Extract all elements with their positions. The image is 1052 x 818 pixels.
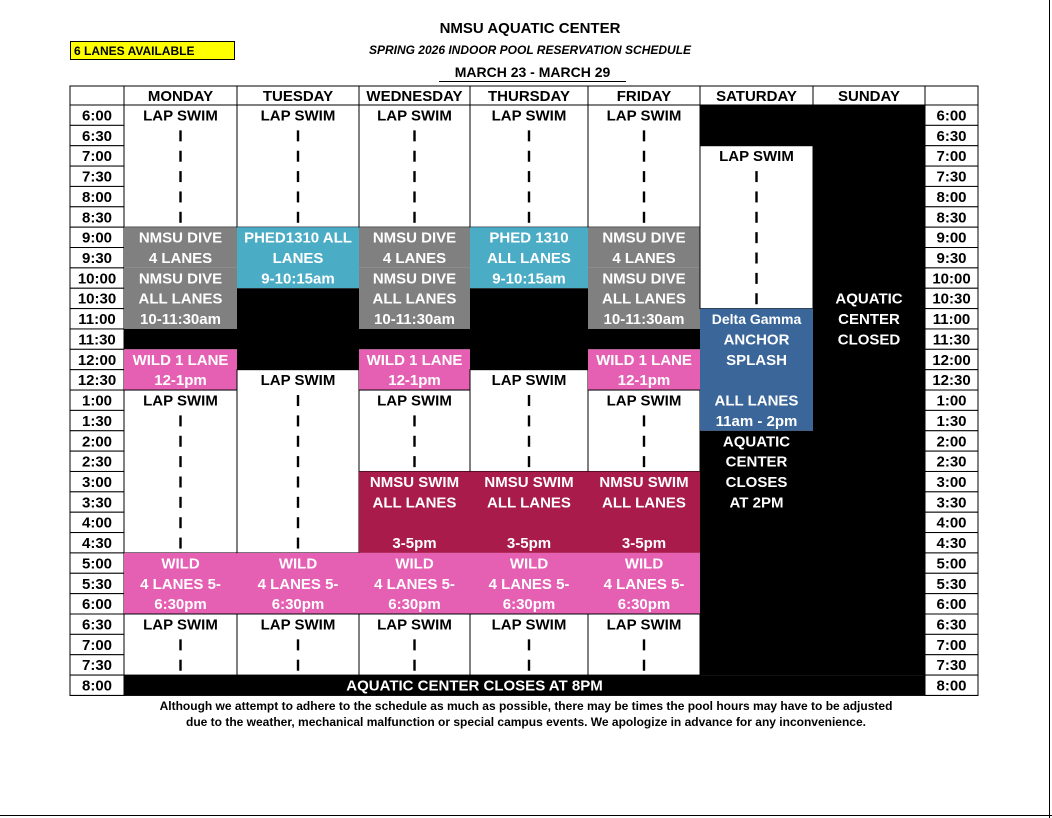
time-label: 7:30 [936,168,967,186]
time-label: 2:30 [81,453,113,471]
block-label-10-11-30am: 10-11:30am [374,311,455,329]
continuation-mark [528,191,530,202]
block-label-all-lanes: ALL LANES [372,494,457,512]
time-label: 2:00 [936,433,967,451]
time-label: 9:00 [936,229,967,247]
block-label-splash: SPLASH [726,351,787,369]
time-label: 7:00 [81,636,113,654]
block-label-anchor: ANCHOR [723,331,790,349]
block-label-closes: CLOSES [725,473,788,491]
block-label-wild: WILD [278,555,318,573]
block-closed [359,329,470,349]
time-label: 8:00 [936,677,967,695]
block-label-11am-2pm: 11am - 2pm [715,412,798,430]
block-lap [124,390,237,553]
time-label: 8:30 [81,209,113,227]
lap-swim-label: LAP SWIM [143,616,218,634]
continuation-mark [528,151,530,162]
continuation-mark [297,130,299,141]
block-label-nmsu-dive: NMSU DIVE [372,229,457,247]
time-label: 12:30 [77,372,117,390]
continuation-mark [179,171,181,182]
time-label: 9:00 [81,229,113,247]
disclaimer-note [100,698,952,730]
block-label-10-11-30am: 10-11:30am [603,311,685,329]
block-label-4-lanes-5: 4 LANES 5- [140,575,221,593]
block-label-nmsu-dive: NMSU DIVE [138,229,223,247]
continuation-mark [297,171,299,182]
block-label-4-lanes: 4 LANES [148,250,213,268]
block-label-phed1310-all: PHED1310 ALL [244,229,352,247]
continuation-mark [179,436,181,447]
continuation-mark [413,130,415,141]
continuation-mark [413,212,415,223]
lap-swim-label: LAP SWIM [377,616,452,634]
block-label-4-lanes-5: 4 LANES 5- [603,575,685,593]
time-label: 6:30 [81,127,113,145]
time-label: 4:00 [81,514,113,532]
continuation-mark [179,415,181,426]
continuation-mark [179,517,181,528]
block-label-10-11-30am: 10-11:30am [140,311,221,329]
block-label-phed-1310: PHED 1310 [489,229,569,247]
block-label-at-2pm: AT 2PM [729,494,784,512]
block-label-all-lanes: ALL LANES [138,290,223,308]
right-rule [1049,0,1050,818]
block-label-6-30pm: 6:30pm [154,596,207,614]
continuation-mark [297,497,299,508]
continuation-mark [179,212,181,223]
time-label: 7:30 [81,657,113,675]
continuation-mark [413,415,415,426]
time-label: 11:30 [78,331,116,349]
block-closed [700,105,813,146]
continuation-mark [528,415,530,426]
continuation-mark [528,212,530,223]
time-label: 1:00 [936,392,967,410]
day-header-label: THURSDAY [488,88,570,105]
day-header-label: FRIDAY [616,88,672,105]
block-label-all-lanes: ALL LANES [602,494,686,512]
time-label: 4:30 [936,535,967,553]
continuation-mark [297,151,299,162]
block-label-6-30pm: 6:30pm [502,596,556,614]
time-label: 4:00 [936,514,967,532]
time-label: 1:30 [936,412,967,430]
block-label-12-1pm: 12-1pm [388,372,441,390]
time-label: 2:30 [936,453,967,471]
time-label: 9:30 [81,250,113,268]
time-label: 6:00 [936,107,967,125]
continuation-mark [643,151,645,162]
time-label: 7:00 [936,636,967,654]
time-label: 10:30 [77,290,117,308]
continuation-mark [297,395,299,406]
block-label-delta-gamma: Delta Gamma [711,311,802,328]
day-header-label: TUESDAY [262,88,334,105]
continuation-mark [179,639,181,650]
continuation-mark [528,456,530,467]
lap-swim-label: LAP SWIM [260,616,336,634]
time-label: 5:30 [81,575,113,593]
continuation-mark [297,212,299,223]
lap-swim-label: LAP SWIM [491,372,567,390]
block-closed [124,329,237,349]
time-label: 11:00 [932,311,971,329]
block-closed [470,288,588,369]
lap-swim-label: LAP SWIM [491,107,567,125]
time-label: 4:30 [81,535,113,553]
time-label: 6:00 [936,596,967,614]
continuation-mark [179,130,181,141]
time-label: 8:00 [81,677,113,695]
lap-swim-label: LAP SWIM [606,616,682,634]
time-label: 1:30 [81,412,113,430]
block-label-3-5pm: 3-5pm [506,535,552,553]
block-label-4-lanes-5: 4 LANES 5- [374,575,455,593]
lap-swim-label: LAP SWIM [143,392,218,410]
continuation-mark [297,639,299,650]
time-header-right [925,86,978,105]
time-label: 8:30 [936,209,967,227]
continuation-mark [755,171,757,182]
continuation-mark [179,497,181,508]
block-label-nmsu-dive: NMSU DIVE [602,229,686,247]
continuation-mark [179,538,181,549]
continuation-mark [297,476,299,487]
continuation-mark [413,456,415,467]
block-label-nmsu-swim: NMSU SWIM [484,473,574,491]
block-label-12-1pm: 12-1pm [617,372,671,390]
block-closed [237,288,359,369]
time-label: 6:00 [81,596,113,614]
block-label-6-30pm: 6:30pm [617,596,671,614]
day-header-label: SATURDAY [716,88,797,105]
continuation-mark [643,456,645,467]
continuation-mark [755,212,757,223]
block-label-wild-1-lane: WILD 1 LANE [596,351,692,369]
block-label-4-lanes-5: 4 LANES 5- [257,575,339,593]
block-label-closed: CLOSED [837,331,901,349]
block-label-wild-1-lane: WILD 1 LANE [366,351,463,369]
block-closed [588,329,700,349]
continuation-mark [643,171,645,182]
continuation-mark [413,639,415,650]
block-label-wild: WILD [395,555,434,573]
lanes-available-badge: 6 LANES AVAILABLE [70,41,235,60]
continuation-mark [179,476,181,487]
time-label: 3:00 [936,473,967,491]
block-label-4-lanes: 4 LANES [382,250,447,268]
time-label: 9:30 [936,250,967,268]
continuation-mark [528,436,530,447]
continuation-mark [297,436,299,447]
time-label: 6:30 [936,616,967,634]
block-label-wild: WILD [161,555,200,573]
continuation-mark [643,191,645,202]
block-label-nmsu-dive: NMSU DIVE [138,270,223,288]
continuation-mark [643,415,645,426]
time-label: 6:30 [936,127,967,145]
continuation-mark [643,639,645,650]
continuation-mark [528,130,530,141]
continuation-mark [643,660,645,671]
continuation-mark [297,191,299,202]
time-label: 7:30 [936,657,967,675]
time-label: 10:00 [77,270,117,288]
continuation-mark [413,191,415,202]
disclaimer-line-1: Although we attempt to adhere to the schedule as much as possible, there may be times the pool hours may have to be adjusted [159,699,893,713]
time-label: 12:30 [932,372,971,390]
day-header-label: SUNDAY [838,88,900,105]
lap-swim-label: LAP SWIM [260,107,336,125]
lap-swim-label: LAP SWIM [606,392,682,410]
block-label-3-5pm: 3-5pm [621,535,667,553]
block-label-4-lanes-5: 4 LANES 5- [488,575,570,593]
continuation-mark [297,660,299,671]
continuation-mark [413,660,415,671]
continuation-mark [413,151,415,162]
lap-swim-label: LAP SWIM [606,107,682,125]
block-label-4-lanes: 4 LANES [612,250,676,268]
continuation-mark [528,395,530,406]
time-label: 12:00 [77,351,117,369]
continuation-mark [179,191,181,202]
continuation-mark [643,212,645,223]
block-label-wild-1-lane: WILD 1 LANE [132,351,229,369]
continuation-mark [755,191,757,202]
block-label-all-lanes: ALL LANES [714,392,799,410]
page-title: NMSU AQUATIC CENTER [439,20,621,37]
schedule-subtitle: SPRING 2026 INDOOR POOL RESERVATION SCHEDULE [368,43,692,57]
block-label-nmsu-dive: NMSU DIVE [602,270,686,288]
time-label: 8:00 [936,188,967,206]
time-label: 8:00 [81,188,113,206]
block-label-wild: WILD [509,555,549,573]
time-label: 11:30 [932,331,971,349]
time-label: 2:00 [81,433,113,451]
continuation-mark [297,456,299,467]
block-label-center: CENTER [838,311,900,329]
block-label-aquatic: AQUATIC [835,290,903,308]
continuation-mark [755,232,757,243]
block-label-9-10-15am: 9-10:15am [492,270,566,288]
time-label: 11:00 [78,311,116,329]
continuation-mark [179,151,181,162]
continuation-mark [755,293,757,304]
block-label-aquatic: AQUATIC [722,433,791,451]
closing-bar-label: AQUATIC CENTER CLOSES AT 8PM [346,677,603,695]
block-label-12-1pm: 12-1pm [154,372,207,390]
continuation-mark [179,660,181,671]
time-label: 10:00 [932,270,971,288]
lap-swim-label: LAP SWIM [719,148,794,166]
time-label: 10:30 [932,290,971,308]
block-label-nmsu-dive: NMSU DIVE [372,270,457,288]
time-header-left [70,86,124,105]
time-label: 3:30 [81,494,113,512]
continuation-mark [179,456,181,467]
continuation-mark [528,639,530,650]
continuation-mark [528,660,530,671]
block-label-lanes: LANES [272,250,324,268]
block-label-nmsu-swim: NMSU SWIM [599,473,689,491]
lap-swim-label: LAP SWIM [377,392,452,410]
time-label: 7:30 [81,168,113,186]
time-label: 6:30 [81,616,113,634]
continuation-mark [755,273,757,284]
block-label-all-lanes: ALL LANES [372,290,457,308]
block-label-6-30pm: 6:30pm [271,596,325,614]
lap-swim-label: LAP SWIM [143,107,218,125]
date-range: MARCH 23 - MARCH 29 [439,64,626,82]
time-label: 12:00 [932,351,971,369]
time-label: 5:00 [936,555,967,573]
continuation-mark [297,415,299,426]
block-closed [813,105,925,675]
time-label: 5:30 [936,575,967,593]
time-label: 6:00 [81,107,113,125]
lap-swim-label: LAP SWIM [491,616,567,634]
block-label-3-5pm: 3-5pm [392,535,437,553]
continuation-mark [297,538,299,549]
disclaimer-line-2: due to the weather, mechanical malfunction or special campus events. We apologize in advance for any inconvenience. [186,715,866,729]
block-label-all-lanes: ALL LANES [487,494,571,512]
block-label-nmsu-swim: NMSU SWIM [369,473,460,491]
continuation-mark [297,517,299,528]
block-label-6-30pm: 6:30pm [388,596,441,614]
day-header-label: WEDNESDAY [366,88,463,105]
bottom-rule [0,815,1052,816]
block-label-9-10-15am: 9-10:15am [261,270,335,288]
continuation-mark [413,436,415,447]
time-label: 7:00 [81,148,113,166]
continuation-mark [755,253,757,264]
block-label-wild: WILD [624,555,664,573]
day-header-label: MONDAY [147,88,214,105]
time-label: 3:30 [936,494,967,512]
lap-swim-label: LAP SWIM [260,372,336,390]
block-label-center: CENTER [725,453,788,471]
time-label: 3:00 [81,473,113,491]
lap-swim-label: LAP SWIM [377,107,452,125]
continuation-mark [643,436,645,447]
time-label: 7:00 [936,148,967,166]
continuation-mark [413,171,415,182]
block-label-all-lanes: ALL LANES [602,290,686,308]
block-lap [700,146,813,309]
continuation-mark [643,130,645,141]
time-label: 5:00 [81,555,113,573]
block-label-all-lanes: ALL LANES [487,250,571,268]
continuation-mark [528,171,530,182]
time-label: 1:00 [81,392,113,410]
